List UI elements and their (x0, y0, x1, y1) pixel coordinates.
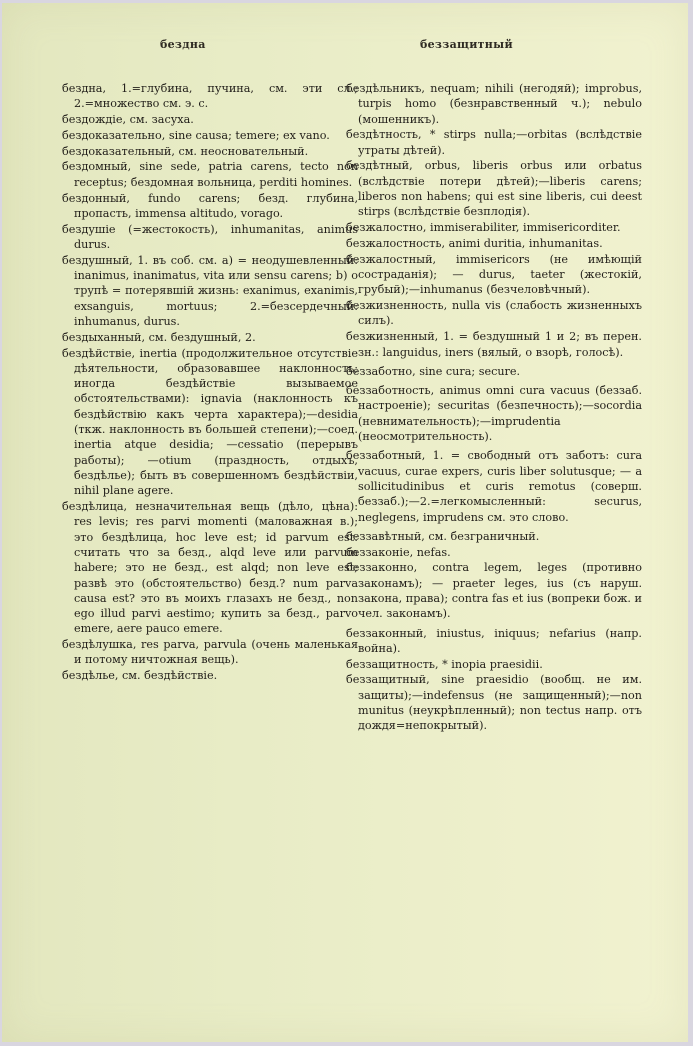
entry (346, 448, 642, 524)
headword: бездѣлица, (62, 500, 128, 514)
entry (346, 383, 642, 444)
headword: бездѣлушка, (62, 638, 137, 652)
running-head-left: бездна (160, 38, 206, 51)
headword: безжизненность, (346, 299, 448, 313)
headword: безжалостность, (346, 236, 446, 250)
definition: 1.=глубина, пучина, см. эти сл.; 2.=множество см. э. с. (74, 82, 358, 111)
entry (346, 560, 642, 621)
definition: см. бездѣйствіе. (118, 669, 218, 683)
headword: безжизненный, (346, 330, 439, 344)
headword: бездоказательно, (62, 128, 166, 142)
entry (346, 364, 642, 379)
headword: беззавѣтный, (346, 529, 425, 543)
headword: беззаботно, (346, 364, 416, 378)
dictionary-page (2, 3, 688, 1042)
definition: contra legem, leges (противно законамъ); — praeter leges, ius (съ наруш. закона, права); contra fas et ius (вопреки бож. и чел. законамъ). (358, 561, 642, 621)
headword: бездѣйствіе, (62, 346, 136, 360)
definition: nulla vis (слабость жизненныхъ силъ). (358, 299, 642, 328)
right-column (346, 81, 642, 734)
definition: см. безграничный. (424, 529, 540, 543)
definition: immiserabiliter, immisericorditer. (426, 221, 621, 235)
headword: беззаконный, (346, 626, 427, 640)
entry (346, 657, 642, 672)
definition: res parva, parvula (очень маленькая и потому ничтожная вещь). (74, 638, 358, 667)
entry (346, 329, 642, 360)
definition: sine sede, patria carens, tecto non receptus; бездомная вольница, perditi homines. (74, 160, 358, 189)
entry (62, 112, 358, 127)
entry (62, 330, 358, 345)
entry (346, 236, 642, 251)
entry (62, 144, 358, 159)
running-head-right: беззащитный (420, 38, 513, 51)
entry (346, 81, 642, 127)
headword: безжалостно, (346, 221, 427, 235)
headword: беззаботность, (346, 384, 435, 398)
entry (62, 81, 358, 112)
definition: sine causa; temere; ex vano. (165, 128, 330, 142)
headword: бездонный, (62, 191, 130, 205)
entry (62, 159, 358, 190)
headword: беззаконно, (346, 561, 418, 575)
entry (62, 128, 358, 143)
definition: * stirps nulla;—orbitas (вслѣдствіе утраты дѣтей). (358, 128, 642, 157)
entry (62, 668, 358, 683)
definition: 1. = свободный отъ заботъ: cura vacuus, curae expers, curis liber solutusque; — a sollicitudinibus et curis remotus (соверш. беззаб.);—2.=легкомысленный: securus, neglegens, imprudens см. это слово. (358, 449, 642, 524)
left-column (62, 81, 358, 684)
definition: animi duritia, inhumanitas. (445, 236, 603, 250)
headword: бездушіе (62, 222, 116, 236)
entry (62, 637, 358, 668)
definition: sine cura; secure. (415, 364, 521, 378)
definition: незначительная вещь (дѣло, цѣна): res levis; res parvi momenti (маловажная в.); это бездѣлица, hoc leve est; id parvum est: считать что за безд., alqd leve или parvum habere; это не безд., est alqd; non leve est; развѣ это (обстоятельство) безд.? num parva causa est? это въ моихъ глазахъ не безд., non ego illud parvi aestimo; купить за безд., parvo emere, aere pauco emere. (74, 500, 358, 636)
headword: бездоказательный, (62, 144, 175, 158)
entry (346, 545, 642, 560)
entry (62, 499, 358, 637)
definition: 1. = бездушный 1 и 2; въ перен. зн.: languidus, iners (вялый, о взорѣ, голосѣ). (358, 330, 642, 359)
entry (346, 220, 642, 235)
headword: бездѣльникъ, (346, 82, 425, 95)
headword: беззащитность, (346, 657, 439, 671)
headword: беззаботный, (346, 449, 426, 463)
headword: беззащитный, (346, 673, 430, 687)
entry (62, 346, 358, 499)
entry (62, 191, 358, 222)
definition: 1. въ соб. см. a) = неодушевленный: inanimus, inanimatus, vita или sensu carens; b) о трупѣ = потерявшій жизнь: exanimus, exanimis, exsanguis, mortuus; 2.=безсердечный: inhumanus, durus. (74, 253, 358, 328)
headword: бездушный, (62, 253, 133, 267)
entry (346, 672, 642, 733)
headword: безжалостный, (346, 252, 437, 266)
headword: бездомный, (62, 160, 132, 174)
definition: см. неосновательный. (174, 144, 309, 158)
definition: animus omni cura vacuus (беззаб. настроеніе); securitas (безпечность);—socordia (невнимательность);—imprudentia (неосмотрительность). (358, 384, 642, 444)
entry (346, 158, 642, 219)
entry (346, 252, 642, 298)
definition: inertia (продолжительное отсутствіе дѣятельности, образовавшее наклонность; иногда бездѣйствіе вызываемое обстоятельствами): ignavia (наклонность къ бездѣйствію какъ черта характера);—desidia (ткж. наклонность въ большей степени);—соед. inertia atque desidia; —cessatio (перерывъ работы); —otium (праздность, отдыхъ, бездѣлье); быть въ совершенномъ бездѣйствіи, nihil plane agere. (74, 346, 358, 498)
definition: immisericors (не имѣющій состраданія); — durus, taeter (жестокій, грубый);—inhumanus (безчеловѣчный). (358, 252, 642, 297)
headword: бездождіе, (62, 113, 127, 127)
definition: * inopia praesidii. (438, 657, 543, 671)
entry (62, 253, 358, 329)
headword: бездѣтный, (346, 159, 413, 173)
entry (346, 298, 642, 329)
definition: (=жестокость), inhumanitas, animus durus. (74, 222, 358, 251)
headword: бездыханный, (62, 330, 146, 344)
headword: бездѣлье, (62, 669, 119, 683)
headword: бездна, (62, 82, 107, 95)
definition: см. засуха. (126, 113, 194, 127)
definition: orbus, liberis orbus или orbatus (вслѣдствіе потери дѣтей);—liberis carens; liberos non habens; qui est sine liberis, cui deest stirps (вслѣдствіе безплодія). (358, 159, 642, 219)
definition: см. бездушный, 2. (145, 330, 256, 344)
definition: sine praesidio (вообщ. не им. защиты);—indefensus (не защищенный);—non munitus (неукрѣпленный); non tectus напр. отъ дождя=непокрытый). (358, 673, 642, 733)
entry (346, 529, 642, 544)
entry (346, 626, 642, 657)
headword: бездѣтность, (346, 128, 422, 142)
entry (62, 222, 358, 253)
definition: nequam; nihili (негодяй); improbus, turpis homo (безнравственный ч.); nebulo (мошенникъ). (358, 82, 642, 126)
definition: iniustus, iniquus; nefarius (напр. война). (358, 626, 642, 655)
definition: nefas. (413, 545, 451, 559)
headword: беззаконіе, (346, 545, 414, 559)
definition: fundo carens; безд. глубина, пропасть, immensa altitudo, vorago. (74, 191, 358, 220)
entry (346, 127, 642, 158)
